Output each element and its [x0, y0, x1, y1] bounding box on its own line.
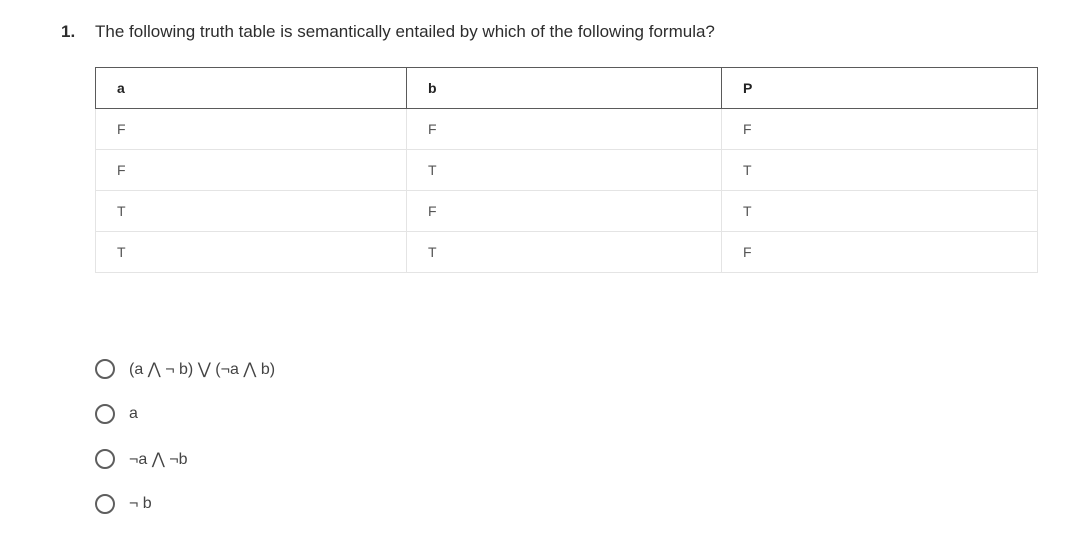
table-row — [96, 191, 1038, 232]
table-cell: T — [407, 150, 722, 191]
radio-button[interactable] — [95, 449, 115, 469]
question-text: The following truth table is semantically entailed by which of the following formula? — [95, 22, 715, 41]
table-cell: T — [722, 150, 1038, 191]
question-number: 1. — [61, 22, 76, 41]
table-row — [96, 150, 1038, 191]
answer-option-1[interactable] — [95, 354, 275, 383]
table-cell: T — [407, 232, 722, 273]
answer-option-label: ¬a ⋀ ¬b — [129, 450, 188, 468]
column-header-a: a — [96, 68, 407, 109]
table-cell: F — [407, 109, 722, 150]
table-cell: T — [96, 232, 407, 273]
truth-table-header-row — [96, 68, 1038, 109]
table-cell: F — [96, 150, 407, 191]
radio-button[interactable] — [95, 494, 115, 514]
table-cell: F — [96, 109, 407, 150]
table-cell: T — [722, 191, 1038, 232]
table-cell: F — [722, 232, 1038, 273]
radio-button[interactable] — [95, 359, 115, 379]
table-cell: F — [722, 109, 1038, 150]
column-header-p: P — [722, 68, 1038, 109]
table-cell: F — [407, 191, 722, 232]
question-prompt — [61, 20, 715, 44]
column-header-b: b — [407, 68, 722, 109]
table-row — [96, 232, 1038, 273]
radio-button[interactable] — [95, 404, 115, 424]
truth-table — [95, 67, 1038, 273]
answer-option-4[interactable] — [95, 489, 275, 518]
table-row — [96, 109, 1038, 150]
answer-option-2[interactable] — [95, 399, 275, 428]
answer-options — [95, 354, 275, 534]
answer-option-label: (a ⋀ ¬ b) ⋁ (¬a ⋀ b) — [129, 360, 276, 378]
table-cell: T — [96, 191, 407, 232]
answer-option-label: ¬ b — [129, 494, 152, 512]
answer-option-3[interactable] — [95, 444, 275, 473]
answer-option-label: a — [129, 404, 138, 422]
